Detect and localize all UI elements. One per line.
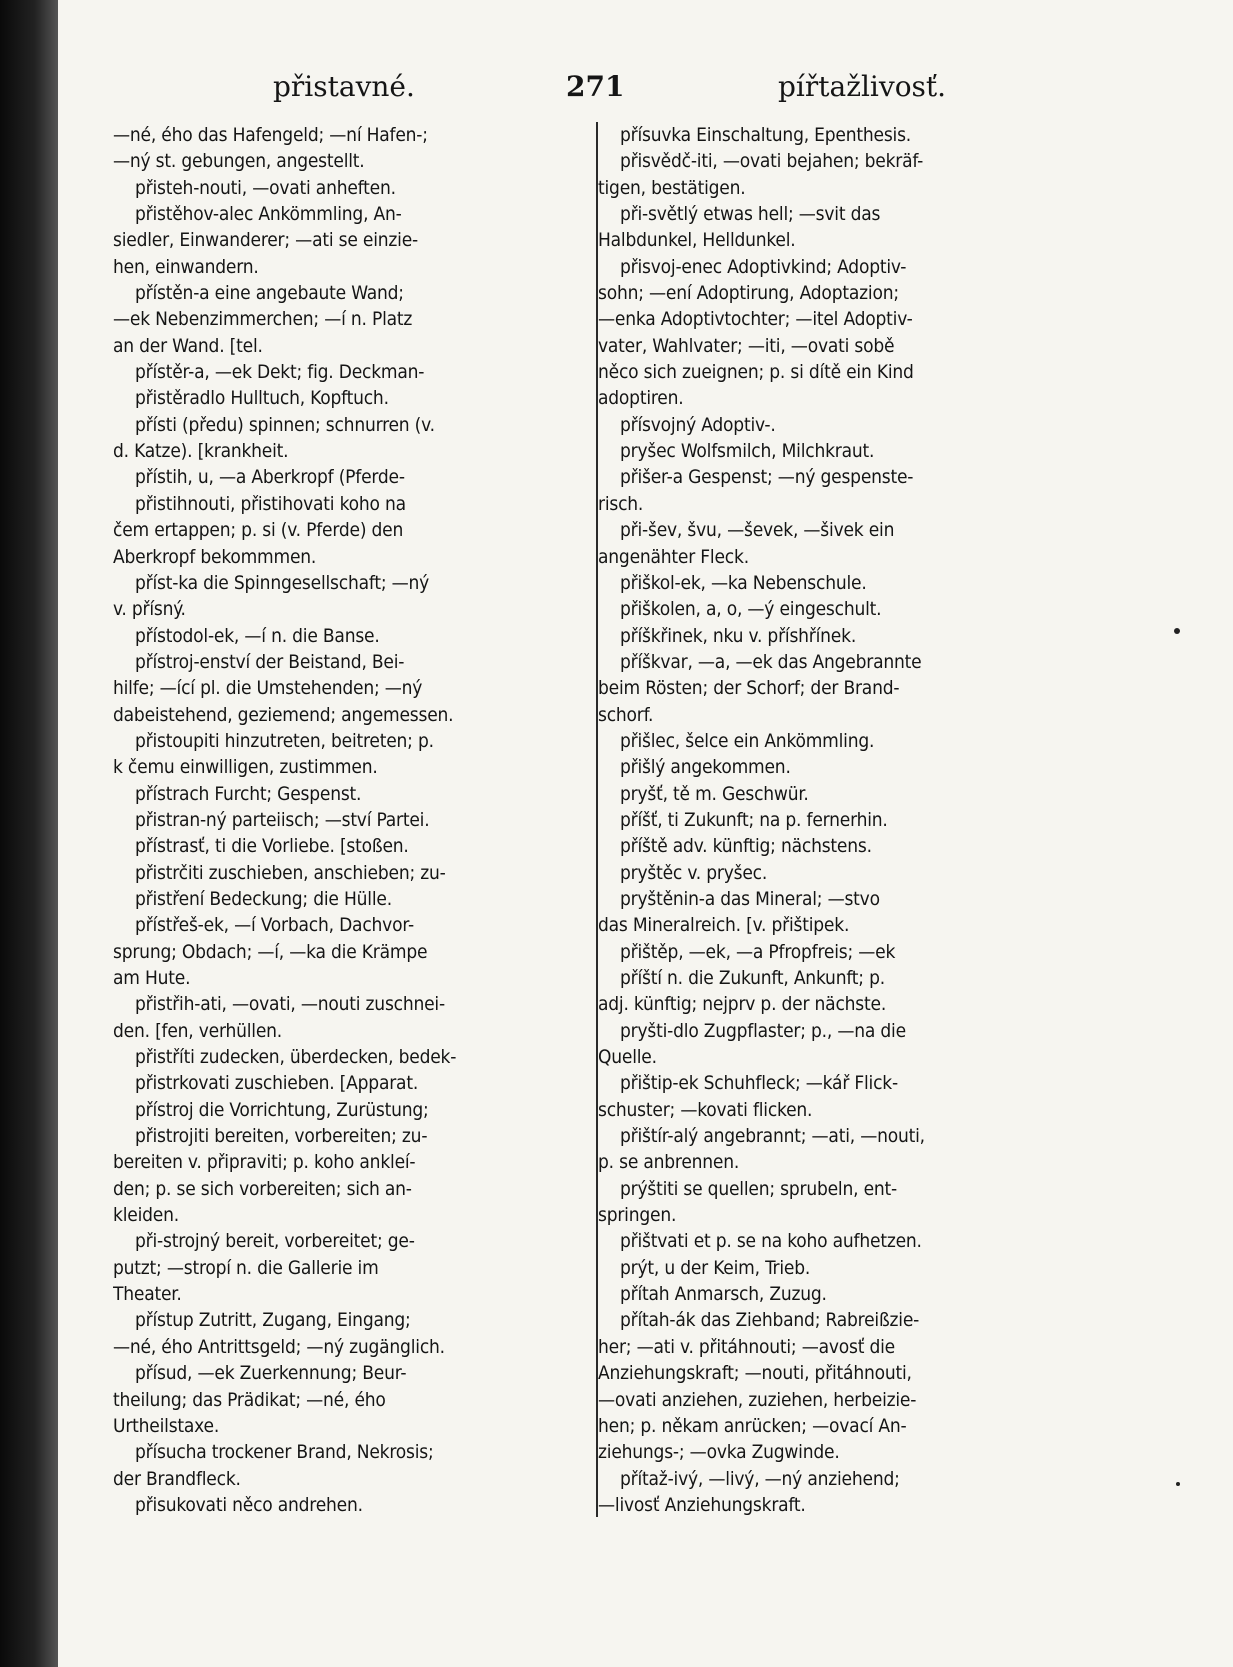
header-right-guideword: pířtažlivosť. xyxy=(778,70,947,103)
dictionary-line: přítah Anmarsch, Zuzug. xyxy=(620,1283,827,1306)
dictionary-line: přistrčiti zuschieben, anschieben; zu- xyxy=(135,861,446,884)
dictionary-line: při-šev, švu, —ševek, —šivek ein xyxy=(620,519,895,542)
dictionary-line: přítah-ák das Ziehband; Rabreißzie- xyxy=(620,1309,920,1332)
dictionary-line: den. [fen, verhüllen. xyxy=(113,1019,283,1042)
dictionary-line: Anziehungskraft; —nouti, přitáhnouti, xyxy=(598,1362,912,1385)
dictionary-line: přísti (předu) spinnen; schnurren (v. xyxy=(135,413,435,436)
page-header xyxy=(58,70,1233,110)
dictionary-line: čem ertappen; p. si (v. Pferde) den xyxy=(113,519,404,542)
left-column xyxy=(113,122,613,1518)
dictionary-line: přísuvka Einschaltung, Epenthesis. xyxy=(620,124,912,146)
dictionary-line: příškvar, —a, —ek das Angebrannte xyxy=(620,650,922,673)
dictionary-line: hen; p. někam anrücken; —ovací An- xyxy=(598,1414,907,1437)
scan-speck xyxy=(1174,628,1180,634)
dictionary-line: při-světlý etwas hell; —svit das xyxy=(620,203,881,226)
dictionary-line: pryštěnin-a das Mineral; —stvo xyxy=(620,887,880,910)
dictionary-line: přišer-a Gespenst; —ný gespenste- xyxy=(620,466,914,489)
dictionary-line: k čemu einwilligen, zustimmen. xyxy=(113,756,378,779)
dictionary-line: Theater. xyxy=(113,1283,182,1306)
dictionary-line: risch. xyxy=(598,492,644,515)
dictionary-line: přistrojiti bereiten, vorbereiten; zu- xyxy=(135,1125,428,1148)
dictionary-line: hilfe; —ící pl. die Umstehenden; —ný xyxy=(113,677,423,700)
scan-speck xyxy=(1176,1482,1180,1486)
dictionary-line: Halbdunkel, Helldunkel. xyxy=(598,229,796,252)
dictionary-line: přiškolen, a, o, —ý eingeschult. xyxy=(620,598,882,621)
dictionary-line: přistěradlo Hulltuch, Kopftuch. xyxy=(135,387,389,410)
scan-binding-shadow xyxy=(0,0,58,1667)
dictionary-line: sprung; Obdach; —í, —ka die Krämpe xyxy=(113,940,428,963)
dictionary-line: prýštiti se quellen; sprubeln, ent- xyxy=(620,1177,897,1200)
dictionary-line: —ek Nebenzimmerchen; —í n. Platz xyxy=(113,308,413,331)
dictionary-line: přistřih-ati, —ovati, —nouti zuschnei- xyxy=(135,993,445,1016)
dictionary-line: přisukovati něco andrehen. xyxy=(135,1493,363,1516)
dictionary-line: přístřeš-ek, —í Vorbach, Dachvor- xyxy=(135,914,414,937)
dictionary-line: přístěn-a eine angebaute Wand; xyxy=(135,282,404,305)
dictionary-line: sohn; —ení Adoptirung, Adoptazion; xyxy=(598,282,899,305)
dictionary-line: ziehungs-; —ovka Zugwinde. xyxy=(598,1441,840,1464)
dictionary-line: přístrasť, ti die Vorliebe. [stoßen. xyxy=(135,835,409,858)
dictionary-line: Aberkropf bekommmen. xyxy=(113,545,317,568)
dictionary-line: něco sich zueignen; p. si dítě ein Kind xyxy=(598,361,914,384)
dictionary-line: schorf. xyxy=(598,703,654,726)
dictionary-line: přítaž-ivý, —livý, —ný anziehend; xyxy=(620,1467,900,1490)
page-number: 271 xyxy=(566,70,625,103)
dictionary-line: adj. künftig; nejprv p. der nächste. xyxy=(598,993,887,1016)
dictionary-line: theilung; das Prädikat; —né, ého xyxy=(113,1388,386,1411)
dictionary-line: der Brandfleck. xyxy=(113,1467,241,1490)
dictionary-line: kleiden. xyxy=(113,1204,179,1227)
dictionary-line: přistihnouti, přistihovati koho na xyxy=(135,492,406,515)
dictionary-line: přísud, —ek Zuerkennung; Beur- xyxy=(135,1362,407,1385)
dictionary-line: prýt, u der Keim, Trieb. xyxy=(620,1256,811,1279)
dictionary-line: adoptiren. xyxy=(598,387,684,410)
dictionary-line: přistříti zudecken, überdecken, bedek- xyxy=(135,1046,457,1069)
header-left-guideword: přistavné. xyxy=(273,70,415,103)
right-column xyxy=(598,122,1118,1518)
dictionary-line: přístrach Furcht; Gespenst. xyxy=(135,782,362,805)
dictionary-line: angenähter Fleck. xyxy=(598,545,749,568)
dictionary-line: přištír-alý angebrannt; —ati, —nouti, xyxy=(620,1125,925,1148)
dictionary-line: přistření Bedeckung; die Hülle. xyxy=(135,887,392,910)
dictionary-line: přistoupiti hinzutreten, beitreten; p. xyxy=(135,729,434,752)
dictionary-page xyxy=(58,0,1233,1667)
dictionary-line: přistran-ný parteiisch; —ství Partei. xyxy=(135,808,430,831)
dictionary-line: Quelle. xyxy=(598,1046,657,1069)
dictionary-line: pryšť, tě m. Geschwür. xyxy=(620,782,809,805)
dictionary-line: hen, einwandern. xyxy=(113,255,259,278)
dictionary-line: přištvati et p. se na koho aufhetzen. xyxy=(620,1230,922,1253)
dictionary-line: pryšec Wolfsmilch, Milchkraut. xyxy=(620,440,875,463)
dictionary-line: bereiten v. připraviti; p. koho ankleí- xyxy=(113,1151,416,1174)
dictionary-line: vater, Wahlvater; —iti, —ovati sobě xyxy=(598,334,895,357)
dictionary-line: přístodol-ek, —í n. die Banse. xyxy=(135,624,380,647)
dictionary-line: přistrkovati zuschieben. [Apparat. xyxy=(135,1072,419,1095)
dictionary-line: příškřinek, nku v. příshřínek. xyxy=(620,624,857,647)
dictionary-line: —ovati anziehen, zuziehen, herbeizie- xyxy=(598,1388,917,1411)
dictionary-line: schuster; —kovati flicken. xyxy=(598,1098,813,1121)
dictionary-line: přístroj die Vorrichtung, Zurüstung; xyxy=(135,1098,429,1121)
dictionary-line: den; p. se sich vorbereiten; sich an- xyxy=(113,1177,412,1200)
dictionary-line: přístup Zutritt, Zugang, Eingang; xyxy=(135,1309,411,1332)
dictionary-line: příště adv. künftig; nächstens. xyxy=(620,835,872,858)
dictionary-line: —enka Adoptivtochter; —itel Adoptiv- xyxy=(598,308,913,331)
dictionary-line: v. přísný. xyxy=(113,598,186,621)
dictionary-line: siedler, Einwanderer; —ati se einzie- xyxy=(113,229,418,252)
dictionary-line: přišlec, šelce ein Ankömmling. xyxy=(620,729,875,752)
dictionary-line: přištip-ek Schuhfleck; —kář Flick- xyxy=(620,1072,898,1095)
dictionary-line: pryšti-dlo Zugpflaster; p., —na die xyxy=(620,1019,906,1042)
dictionary-line: Urtheilstaxe. xyxy=(113,1414,220,1437)
dictionary-line: přisteh-nouti, —ovati anheften. xyxy=(135,176,396,199)
dictionary-line: přístih, u, —a Aberkropf (Pferde- xyxy=(135,466,405,489)
dictionary-line: an der Wand. [tel. xyxy=(113,334,263,357)
dictionary-line: přísvojný Adoptiv-. xyxy=(620,413,776,436)
dictionary-line: přiškol-ek, —ka Nebenschule. xyxy=(620,571,867,594)
dictionary-line: das Mineralreich. [v. přištipek. xyxy=(598,914,850,937)
dictionary-line: přísucha trockener Brand, Nekrosis; xyxy=(135,1441,434,1464)
dictionary-line: při-strojný bereit, vorbereitet; ge- xyxy=(135,1230,415,1253)
dictionary-line: dabeistehend, geziemend; angemessen. xyxy=(113,703,454,726)
dictionary-line: příšť, ti Zukunft; na p. fernerhin. xyxy=(620,808,888,831)
dictionary-line: přístroj-enství der Beistand, Bei- xyxy=(135,650,405,673)
dictionary-line: —livosť Anziehungskraft. xyxy=(598,1493,806,1516)
dictionary-line: am Hute. xyxy=(113,967,191,989)
dictionary-line: přistěhov-alec Ankömmling, An- xyxy=(135,203,402,226)
dictionary-line: springen. xyxy=(598,1204,677,1227)
dictionary-line: beim Rösten; der Schorf; der Brand- xyxy=(598,677,900,700)
dictionary-line: —ný st. gebungen, angestellt. xyxy=(113,150,365,173)
dictionary-line: putzt; —stropí n. die Gallerie im xyxy=(113,1256,379,1279)
dictionary-line: přístěr-a, —ek Dekt; fig. Deckman- xyxy=(135,361,425,384)
dictionary-line: přišlý angekommen. xyxy=(620,756,791,779)
dictionary-line: přisvoj-enec Adoptivkind; Adoptiv- xyxy=(620,255,907,278)
dictionary-line: —né, ého das Hafengeld; —ní Hafen-; xyxy=(113,124,428,146)
dictionary-line: pryštěc v. pryšec. xyxy=(620,861,768,884)
dictionary-line: p. se anbrennen. xyxy=(598,1151,740,1174)
dictionary-line: příst-ka die Spinngesellschaft; —ný xyxy=(135,571,430,594)
dictionary-line: her; —ati v. přitáhnouti; —avosť die xyxy=(598,1335,896,1358)
dictionary-line: příští n. die Zukunft, Ankunft; p. xyxy=(620,967,885,989)
dictionary-line: d. Katze). [krankheit. xyxy=(113,440,289,463)
dictionary-line: přisvědč-iti, —ovati bejahen; bekräf- xyxy=(620,150,924,173)
dictionary-line: přištěp, —ek, —a Pfropfreis; —ek xyxy=(620,940,896,963)
dictionary-line: tigen, bestätigen. xyxy=(598,176,746,199)
dictionary-line: —né, ého Antrittsgeld; —ný zugänglich. xyxy=(113,1335,445,1358)
